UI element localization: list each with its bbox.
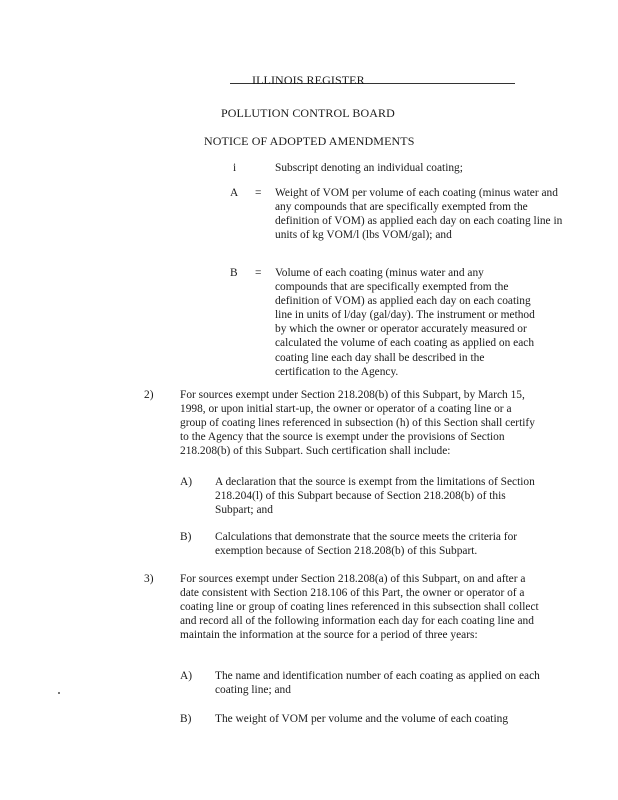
item-text: The weight of VOM per volume and the volume of each coating xyxy=(215,713,509,725)
item-letter: B) xyxy=(180,713,192,725)
item-letter: B) xyxy=(180,531,192,543)
definition-dash: = xyxy=(255,267,262,279)
definition-text: Weight of VOM per volume of each coating (minus water and any compounds that are specifically exempted from the definition of VOM) as applied each day on each coating line in units of kg VOM/l (lbs VOM/gal); and xyxy=(275,187,563,242)
section-text: For sources exempt under Section 218.208(a) of this Subpart, on and after a date consistent with Section 218.106 of this Part, the owner or operator of a coating line or group of coating lines referenced in this subsection shall collect and record all of the following information each day for each coating line and maintain the information at the source for a period of three years: xyxy=(180,573,539,642)
definition-text: Subscript denoting an individual coating; xyxy=(275,162,463,174)
item-letter: A) xyxy=(180,476,193,488)
item-text: The name and identification number of each coating as applied on each coating line; and xyxy=(215,670,540,697)
item-text: A declaration that the source is exempt from the limitations of Section 218.204(l) of this Subpart because of Section 218.208(b) of this Subpart; and xyxy=(215,476,535,517)
section-number: 3) xyxy=(144,573,154,585)
item-letter: A) xyxy=(180,670,193,682)
definition-dash: = xyxy=(255,187,262,199)
definition-symbol: i xyxy=(233,162,237,174)
board-title: POLLUTION CONTROL BOARD xyxy=(221,106,395,120)
definition-text: Volume of each coating (minus water and any compounds that are specifically exempted from the definition of VOM) as applied each day on each coating line in units of l/day (gal/day). The instrument or method by which the owner or operator accurately measured or calculated the volume of each coating as applied on each coating line each day shall be described in the certification to the Agency. xyxy=(275,267,535,378)
section-text: For sources exempt under Section 218.208(b) of this Subpart, by March 15, 1998, or upon initial start-up, the owner or operator of a coating line or a group of coating lines referenced in subsection (h) of this Section shall certify to the Agency that the source is exempt under the provisions of Section 218.208(b) of this Subpart. Such certification shall include: xyxy=(180,389,535,458)
definition-symbol: B xyxy=(230,267,238,279)
scan-speck xyxy=(58,692,60,694)
item-text: Calculations that demonstrate that the source meets the criteria for exemption because of Section 218.208(b) of this Subpart. xyxy=(215,531,518,558)
register-title: ILLINOIS REGISTER xyxy=(252,73,365,87)
notice-title: NOTICE OF ADOPTED AMENDMENTS xyxy=(204,134,415,148)
section-number: 2) xyxy=(144,389,154,401)
definition-symbol: A xyxy=(230,187,239,199)
